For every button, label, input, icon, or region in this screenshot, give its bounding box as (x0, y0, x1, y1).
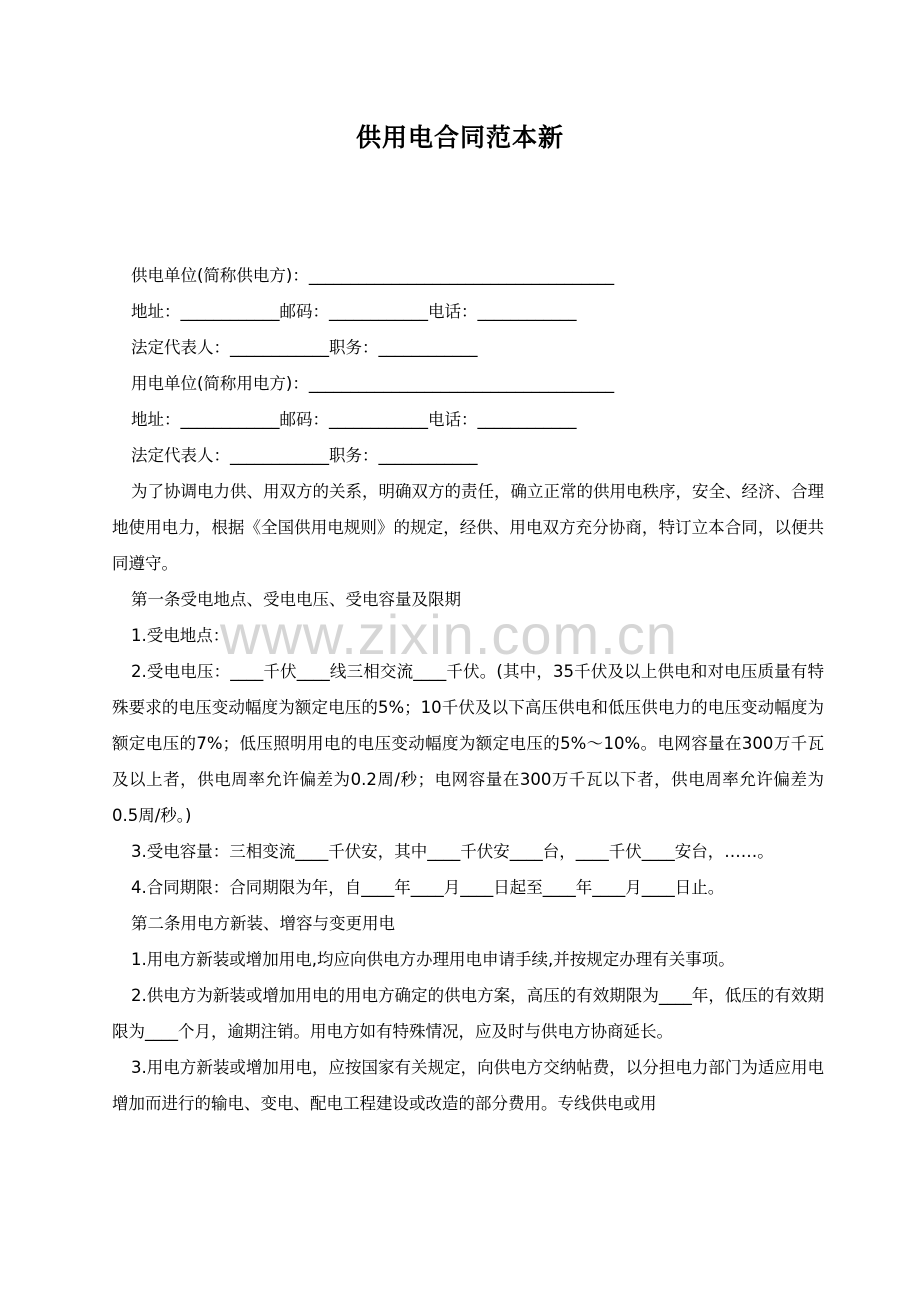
article-1-item-4: 4.合同期限：合同期限为年，自____年____月____日起至____年____月____日止。 (131, 878, 725, 897)
article-1-item-3: 3.受电容量：三相变流____千伏安，其中____千伏安____台，____千伏____安台，……。 (131, 842, 774, 861)
article-1-heading: 第一条受电地点、受电电压、受电容量及限期 (131, 590, 461, 609)
article-1-item-2: 2.受电电压：____千伏____线三相交流____千伏。(其中，35千伏及以上供电和对电压质量有特殊要求的电压变动幅度为额定电压的5%；10千伏及以下高压供电和低压供电力的电压变动幅度为额定电压的7%；低压照明用电的电压变动幅度为额定电压的5%～10%。电网容量在300万千瓦及以上者，供电周率允许偏差为0.2周/秒；电网容量在300万千瓦以下者，供电周率允许偏差为0.5周/秒。) (112, 662, 824, 825)
document-body (112, 258, 824, 1122)
consumer-unit-line: 用电单位(简称用电方)：_____________________________________ (131, 374, 615, 393)
supplier-address-line: 地址：____________邮码：____________电话：____________ (131, 302, 577, 321)
article-2-heading: 第二条用电方新装、增容与变更用电 (131, 914, 395, 933)
article-1-item-1: 1.受电地点： (131, 626, 230, 645)
supplier-representative-line: 法定代表人：____________职务：____________ (131, 338, 478, 357)
document-title: 供用电合同范本新 (355, 123, 564, 152)
preamble-paragraph: 为了协调电力供、用双方的关系，明确双方的责任，确立正常的供用电秩序，安全、经济、合理地使用电力，根据《全国供用电规则》的规定，经供、用电双方充分协商，特订立本合同，以便共同遵守。 (112, 482, 824, 573)
article-2-item-3: 3.用电方新装或增加用电，应按国家有关规定，向供电方交纳帖费，以分担电力部门为适应用电增加而进行的输电、变电、配电工程建设或改造的部分费用。专线供电或用 (112, 1058, 824, 1113)
consumer-representative-line: 法定代表人：____________职务：____________ (131, 446, 478, 465)
watermark: www.zixin.com.cn (220, 603, 678, 666)
consumer-address-line: 地址：____________邮码：____________电话：____________ (131, 410, 577, 429)
article-2-item-1: 1.用电方新装或增加用电,均应向供电方办理用电申请手续,并按规定办理有关事项。 (131, 950, 735, 969)
supplier-unit-line: 供电单位(简称供电方)：_____________________________________ (131, 266, 615, 285)
article-2-item-2: 2.供电方为新装或增加用电的用电方确定的供电方案，高压的有效期限为____年，低压的有效期限为____个月，逾期注销。用电方如有特殊情况，应及时与供电方协商延长。 (112, 986, 824, 1041)
